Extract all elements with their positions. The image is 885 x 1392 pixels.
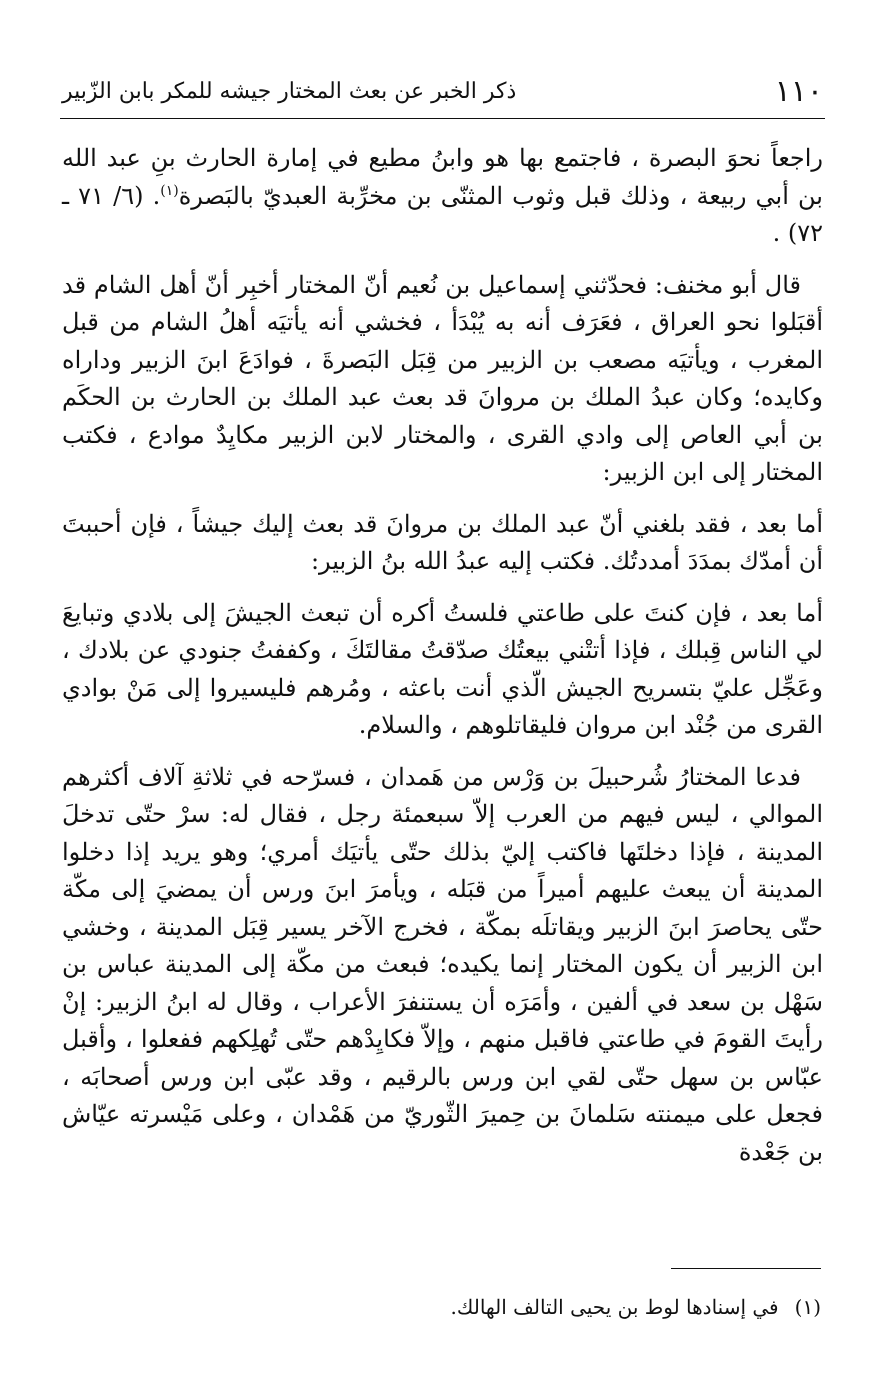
- paragraph-3: أما بعد ، فقد بلغني أنّ عبد الملك بن مروانَ قد بعث إليك جيشاً ، فإن أحببتَ أن أمدّك بمدَدَ أمددتُك. فكتب إليه عبدُ الله بنُ الزبير:: [62, 509, 823, 575]
- running-title: ذكر الخبر عن بعث المختار جيشه للمكر بابن الزّبير: [62, 78, 517, 104]
- paragraph-5: فدعا المختارُ شُرحبيلَ بن وَرْس من هَمدان ، فسرّحه في ثلاثةِ آلاف أكثرهم الموالي ، ليس فيهم من العرب إلاّ سبعمئة رجل ، فقال له: سرْ حتّى تدخلَ المدينة ، فإذا دخلتَها فاكتب إليّ بذلك حتّى يأتيَك أمري؛ وهو يريد إذا دخلوا المدينة أن يبعث عليهم أميراً من قبَله ، ويأمرَ ابنَ ورس أن يمضيَ إلى مكّة حتّى يحاصرَ ابنَ الزبير ويقاتلَه بمكّة ، فخرج الآخر يسير قِبَل المدينة ، وخشي ابن الزبير أن يكون المختار إنما يكيده؛ فبعث من مكّة إلى المدينة عباس بن سَهْل بن سعد في ألفين ، وأمَرَه أن يستنفرَ الأعراب ، وقال له ابنُ الزبير: إنْ رأيتَ القومَ في طاعتي فاقبل منهم ، وإلاّ فكايِدْهم حتّى تُهلِكهم ففعلوا ، وأقبل عبّاس بن سهل حتّى لقي ابن ورس بالرقيم ، وقد عبّى ابن ورس أصحابَه ، فجعل على ميمنته سَلمانَ بن حِميرَ الثّوريّ من هَمْدان ، وعلى مَيْسرته عيّاش بن جَعْدة: [62, 762, 823, 1166]
- footnote-text: في إسنادها لوط بن يحيى التالف الهالك.: [450, 1295, 779, 1319]
- paragraph-2: قال أبو مخنف: فحدّثني إسماعيل بن نُعيم أنّ المختار أخبِر أنّ أهل الشام قد أقبَلوا نحو العراق ، فعَرَف أنه به يُبْدَأ ، فخشي أنه يأتيَه أهلُ الشام من قبل المغرب ، ويأتيَه مصعب بن الزبير من قِبَل البَصرةَ ، فوادَعَ ابنَ الزبير وداراه وكايده؛ وكان عبدُ الملك بن مروانَ قد بعث عبد الملك بن الحارث بن الحكَم بن أبي العاص إلى وادي القرى ، والمختار لابن الزبير مكايِدٌ موادع ، فكتب المختار إلى ابن الزبير:: [62, 270, 824, 486]
- page-number: ١١٠: [774, 73, 823, 109]
- paragraph-1: [62, 140, 823, 253]
- paragraph-1-text: راجعاً نحوَ البصرة ، فاجتمع بها هو وابنُ مطيع في إمارة الحارث بنِ عبد الله بن أبي ربيعة ، وذلك قبل وثوب المثنّى بن مخرِّبة العبديّ بالبَصرة: [62, 144, 823, 210]
- main-text: [62, 140, 823, 1185]
- footnote-reference: (١): [160, 182, 179, 199]
- footnote-marker: (١): [794, 1295, 821, 1319]
- footnote: [62, 1292, 821, 1322]
- page-header: [62, 68, 823, 114]
- paragraph-4: أما بعد ، فإن كنتَ على طاعتي فلستُ أكره أن تبعث الجيشَ إلى بلادي وتبايعَ لي الناس قِبلك ، فإذا أتتْني بيعتُك صدّقتُ مقالتَكَ ، وكففتُ جنودي عن بلادك ، وعَجِّل عليّ بتسريح الجيش الّذي أنت باعثه ، ومُرهم فليسيروا إلى مَنْ بوادي القرى من جُنْد ابن مروان فليقاتلوهم ، والسلام.: [62, 598, 823, 739]
- header-divider: [60, 118, 825, 119]
- footnote-divider: [671, 1268, 821, 1269]
- paragraph-1-tail: . (٦/ ٧١ ـ ٧٢) .: [62, 181, 823, 247]
